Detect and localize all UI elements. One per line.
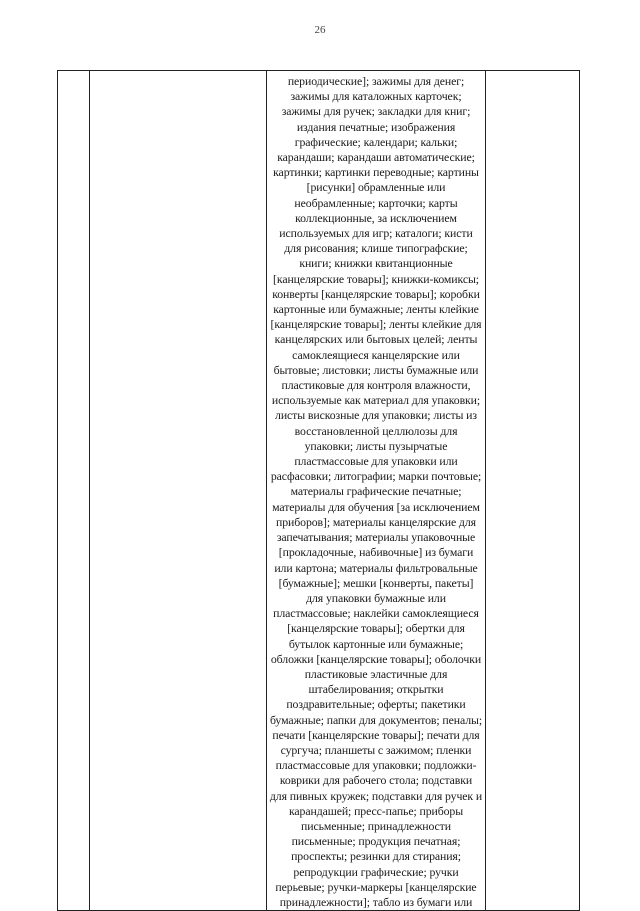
goods-line: [канцелярские товары]; обертки для (287, 621, 465, 636)
goods-line: для рисования; клише типографские; (284, 241, 468, 256)
goods-line: пластмассовые для упаковки; подложки- (275, 758, 477, 773)
goods-line: используемые как материал для упаковки; (271, 393, 481, 408)
goods-line: [рисунки] обрамленные или (306, 180, 446, 195)
goods-line: карандаши; карандаши автоматические; (277, 150, 475, 165)
goods-line: печати [канцелярские товары]; печати для (272, 727, 480, 742)
goods-line: материалы для обучения [за исключением (272, 499, 480, 514)
goods-line: коврики для рабочего стола; подставки (279, 773, 473, 788)
goods-line: обложки [канцелярские товары]; оболочки (270, 651, 482, 666)
goods-line: штабелирования; открытки (308, 682, 444, 697)
goods-line: книги; книжки квитанционные (299, 256, 453, 271)
goods-line: картинки; картинки переводные; картины (273, 165, 479, 180)
goods-line: [бумажные]; мешки [конверты, пакеты] (278, 575, 474, 590)
goods-line: упаковки; листы пузырчатые (304, 438, 448, 453)
goods-line: картонные или бумажные; ленты клейкие (273, 302, 479, 317)
goods-line: издания печатные; изображения (296, 119, 456, 134)
goods-line: канцелярских или бытовых целей; ленты (274, 332, 478, 347)
goods-line: для упаковки бумажные или (306, 590, 446, 605)
goods-line: поздравительные; оферты; пакетики (286, 697, 466, 712)
table-cell-index (58, 71, 90, 911)
goods-line: используемых для игр; каталоги; кисти (279, 226, 473, 241)
goods-line: зажимы для ручек; закладки для книг; (281, 104, 471, 119)
goods-line: письменные; принадлежности (301, 818, 451, 833)
goods-line: карандашей; пресс-папье; приборы (288, 803, 464, 818)
goods-line: принадлежности]; табло из бумаги или (279, 894, 473, 909)
goods-line: пластиковые эластичные для (304, 666, 448, 681)
goods-line: материалы графические печатные; (290, 484, 462, 499)
table-cell-goods (267, 71, 486, 911)
table-row (58, 71, 580, 911)
goods-line: репродукции графические; ручки (293, 864, 459, 879)
goods-line: зажимы для каталожных карточек; (290, 89, 462, 104)
goods-line: для пивных кружек; подставки для ручек и (269, 788, 483, 803)
goods-line: [канцелярские товары]; ленты клейкие для (270, 317, 482, 332)
goods-line: [прокладочные, набивочные] из бумаги (278, 545, 474, 560)
goods-line: пластиковые для контроля влажности, (281, 378, 471, 393)
goods-line: пластмассовые; наклейки самоклеящиеся (273, 606, 479, 621)
goods-line: запечатывания; материалы упаковочные (276, 530, 476, 545)
goods-line: бумажные; папки для документов; пеналы; (269, 712, 483, 727)
goods-line: сургуча; планшеты с зажимом; пленки (280, 742, 472, 757)
goods-line: или картона; материалы фильтровальные (274, 560, 478, 575)
goods-table (57, 70, 580, 911)
goods-line: проспекты; резинки для стирания; (291, 849, 461, 864)
goods-line: перьевые; ручки-маркеры [канцелярские (275, 879, 477, 894)
goods-line: бутылок картонные или бумажные; (288, 636, 464, 651)
table-cell-empty (90, 71, 267, 911)
goods-line: коллекционные, за исключением (295, 210, 457, 225)
goods-line: периодические]; зажимы для денег; (287, 74, 465, 88)
goods-line: необрамленные; карточки; карты (294, 195, 458, 210)
goods-line: графические; календари; кальки; (294, 134, 458, 149)
goods-line: расфасовки; литографии; марки почтовые; (270, 469, 482, 484)
goods-line: восстановленной целлюлозы для (294, 423, 458, 438)
goods-line: пластмассовые для упаковки или (294, 454, 458, 469)
table-cell-notes (486, 71, 580, 911)
goods-line: приборов]; материалы канцелярские для (276, 514, 476, 529)
goods-line: [канцелярские товары]; книжки-комиксы; (273, 271, 479, 286)
goods-line: письменные; продукция печатная; (291, 834, 461, 849)
goods-line: самоклеящиеся канцелярские или (292, 347, 460, 362)
page-number: 26 (314, 24, 326, 36)
goods-list-text (267, 71, 485, 910)
goods-line: листы вискозные для упаковки; листы из (275, 408, 477, 423)
goods-line: конверты [канцелярские товары]; коробки (272, 286, 480, 301)
goods-line: бытовые; листовки; листы бумажные или (273, 362, 479, 377)
